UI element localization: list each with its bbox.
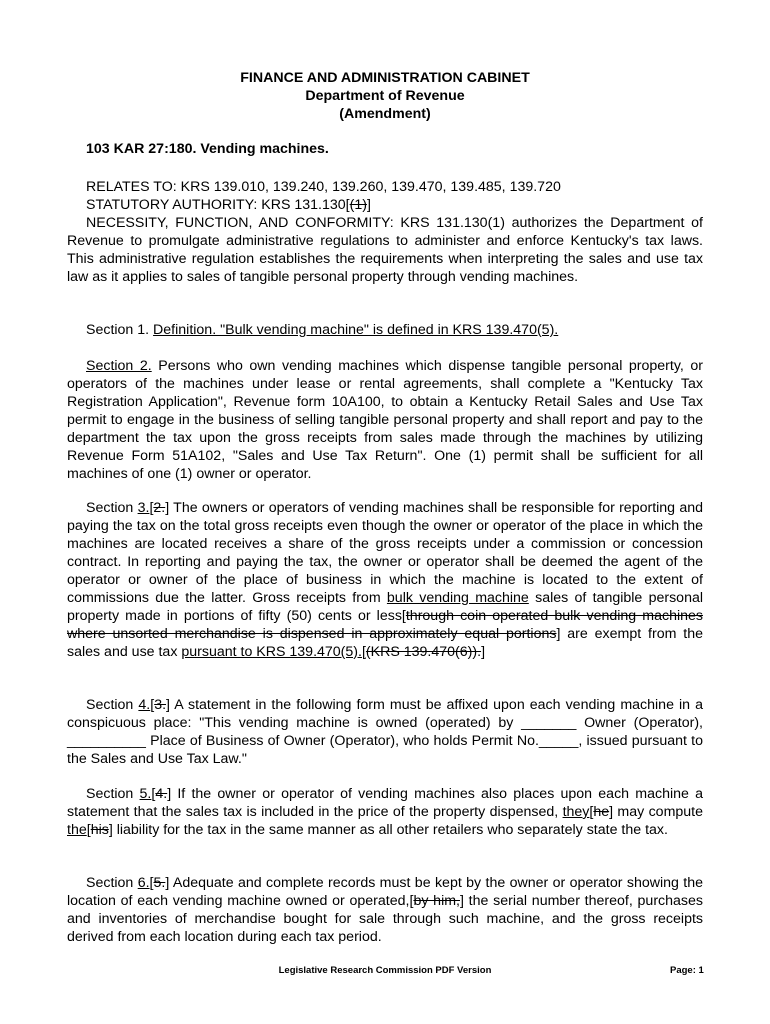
intro-block	[67, 178, 703, 286]
open-bracket: [	[149, 875, 154, 891]
relates-to-line: RELATES TO: KRS 139.010, 139.240, 139.260, 139.470, 139.485, 139.720	[86, 179, 561, 195]
section-5-label: Section	[86, 786, 140, 802]
regulation-title: 103 KAR 27:180. Vending machines.	[86, 141, 329, 157]
deleted-text-2: (KRS 139.470(6)).	[365, 644, 482, 660]
old-section-number: 2.	[153, 500, 166, 516]
section-2-text: Persons who own vending machines which dispense tangible personal property, or operators of the machines under lease or rental agreements, shall complete a "Kentucky Tax Registration Application", Revenue form 10A100, to obtain a Kentucky Retail Sales and Use Tax permit to engage in the business of selling tangible personal property and shall report and pay to the department the tax upon the gross receipts from sales made through the machines by utilizing Revenue Form 51A102, "Sales and Use Tax Return". One (1) permit shall be sufficient for all machines of one (1) owner or operator.	[67, 358, 703, 482]
open-bracket: [	[150, 697, 155, 713]
open-bracket-2: [	[409, 893, 414, 909]
inserted-text-2: the	[67, 822, 87, 838]
deleted-text: through coin operated bulk vending machines where unsorted merchandise is dispensed in approximately equal portions	[67, 608, 703, 642]
old-section-number: 4.	[155, 786, 168, 802]
section-5	[67, 785, 703, 839]
inserted-text: ,	[405, 893, 410, 909]
statutory-authority-line	[67, 196, 703, 214]
section-3	[67, 499, 703, 661]
inserted-text: they	[562, 804, 590, 820]
deleted-text-2: his	[90, 822, 109, 838]
section-3-text: ] The owners or operators of vending machines shall be responsible for reporting and paying the tax on the total gross receipts even though the owner or operator of the place in which the machines are located receives a share of the gross receipts under a commission or concession contract. In reporting and paying the tax, the owner or operator shall be deemed the agent of the operator or owner of the place of business in which the machine is located to the extent of commissions due the latter. Gross receipts from	[67, 500, 704, 606]
new-section-number: 5.	[139, 786, 152, 802]
amendment-heading: (Amendment)	[339, 106, 431, 122]
footer-source: Legislative Research Commission PDF Version	[278, 965, 492, 976]
section-1	[67, 321, 703, 339]
section-3-label: Section	[86, 500, 138, 516]
section-4-text: ] A statement in the following form must be affixed upon each vending machine in a conspicuous place: "This vending machine is owned (operated) by _______ Owner (Operator), __________ Place of Business of Owner (Operator), who holds Permit No._____, issued pursuant to the Sales and Use Tax Law."	[67, 697, 704, 767]
deleted-text: by him,	[413, 893, 460, 909]
open-bracket-3: [	[86, 822, 91, 838]
inserted-text: Definition. "Bulk vending machine" is defined in KRS 139.470(5).	[153, 322, 559, 338]
page-number: Page: 1	[670, 965, 704, 976]
close-bracket: ]	[366, 197, 371, 213]
open-bracket-2: [	[589, 804, 594, 820]
section-5-text-2: ] may compute	[609, 804, 703, 820]
cabinet-heading: FINANCE AND ADMINISTRATION CABINET	[240, 70, 530, 86]
section-2	[67, 357, 703, 483]
old-section-number: 5.	[153, 875, 166, 891]
open-bracket: [	[151, 786, 156, 802]
deleted-text: (1)	[349, 197, 367, 213]
section-6	[67, 874, 703, 946]
section-6-text: ] Adequate and complete records must be kept by the owner or operator showing the location of each vending machine owned or operated	[67, 875, 703, 909]
new-section-number: 3.	[137, 500, 150, 516]
section-3-text-3: ] are exempt from the sales and use tax	[67, 626, 703, 660]
section-6-label: Section	[86, 875, 138, 891]
close-bracket: ]	[481, 644, 486, 660]
section-6-text-2: ] the serial number thereof, purchases and inventories of merchandise bought for sale through such machine, and the gross receipts derived from each location during each tax period.	[67, 893, 703, 945]
section-4-label: Section	[86, 697, 139, 713]
section-1-number: Section 1.	[86, 322, 154, 338]
inserted-text-2: pursuant to KRS 139.470(5).	[181, 644, 362, 660]
section-5-text: ] If the owner or operator of vending machines also places upon each machine a statement that the sales tax is included in the price of the property dispensed,	[67, 786, 703, 820]
open-bracket: [	[149, 500, 154, 516]
section-4	[67, 696, 703, 768]
open-bracket: [	[361, 644, 366, 660]
section-3-text-2: sales of tangible personal property made in portions of fifty (50) cents or less[	[67, 590, 704, 624]
section-5-text-3: ] liability for the tax in the same manner as all other retailers who separately state the tax.	[108, 822, 668, 838]
department-heading: Department of Revenue	[305, 88, 465, 104]
statutory-authority-text: STATUTORY AUTHORITY: KRS 131.130	[86, 197, 346, 213]
open-bracket: [	[345, 197, 350, 213]
inserted-text: bulk vending machine	[386, 590, 529, 606]
new-section-number: 4.	[138, 697, 151, 713]
new-section-number: 6.	[137, 875, 150, 891]
old-section-number: 3.	[154, 697, 167, 713]
deleted-text: he	[593, 804, 610, 820]
necessity-paragraph: NECESSITY, FUNCTION, AND CONFORMITY: KRS 131.130(1) authorizes the Department of Revenue to promulgate administrative regulations to administer and enforce Kentucky's tax laws. This administrative regulation establishes the requirements when interpreting the sales and use tax law as it applies to sales of tangible personal property through vending machines.	[67, 215, 703, 285]
section-2-number: Section 2.	[86, 358, 152, 374]
